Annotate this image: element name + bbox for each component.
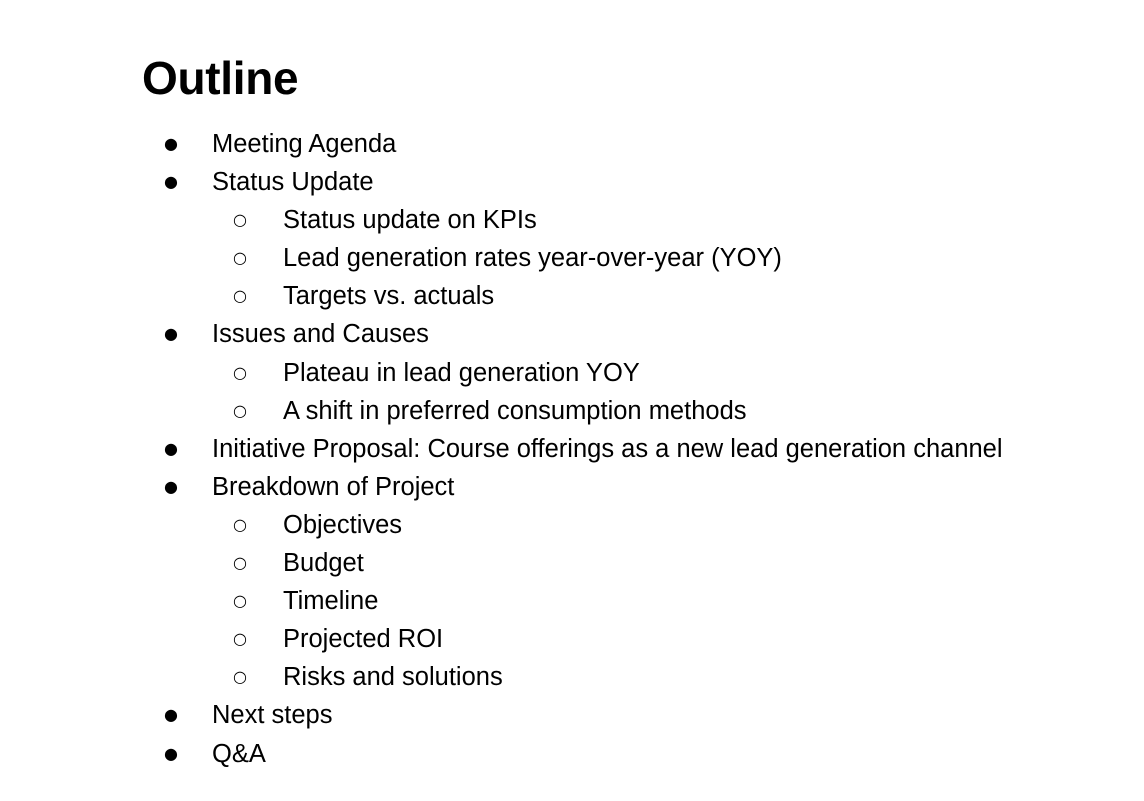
list-item-text: Timeline	[283, 587, 379, 616]
page-title: Outline	[142, 52, 299, 104]
list-item-text: A shift in preferred consumption methods	[283, 396, 747, 425]
filled-circle-bullet-icon: ●	[164, 705, 178, 725]
filled-circle-bullet-icon: ●	[164, 324, 178, 344]
filled-circle-bullet-icon: ●	[164, 172, 178, 192]
list-item	[0, 315, 1144, 353]
sub-list-item	[0, 582, 1144, 620]
sub-list-item	[0, 506, 1144, 544]
filled-circle-bullet-icon: ●	[164, 134, 178, 153]
hollow-circle-bullet-icon: ○	[233, 553, 247, 573]
list-item-text: Next steps	[212, 701, 333, 730]
hollow-circle-bullet-icon: ○	[233, 400, 247, 420]
hollow-circle-bullet-icon: ○	[233, 629, 247, 649]
sub-list-item	[0, 658, 1144, 696]
sub-list-item	[0, 239, 1144, 277]
sub-list-item	[0, 277, 1144, 315]
list-item-text: Meeting Agenda	[212, 130, 397, 158]
sub-list-item	[0, 544, 1144, 582]
filled-circle-bullet-icon: ●	[164, 476, 178, 496]
sub-list-item	[0, 354, 1144, 392]
list-item-text: Issues and Causes	[212, 320, 429, 349]
hollow-circle-bullet-icon: ○	[233, 210, 247, 230]
list-item	[0, 468, 1144, 506]
list-item-text: Initiative Proposal: Course offerings as a new lead generation channel	[212, 434, 1003, 463]
list-item-text: Status update on KPIs	[283, 206, 537, 235]
filled-circle-bullet-icon: ●	[164, 438, 178, 458]
list-item-text: Targets vs. actuals	[283, 282, 495, 311]
list-item-text: Budget	[283, 549, 364, 578]
list-item-text: Objectives	[283, 510, 403, 539]
hollow-circle-bullet-icon: ○	[233, 362, 247, 382]
sub-list-item	[0, 620, 1144, 658]
list-item-text: Plateau in lead generation YOY	[283, 358, 640, 387]
sub-list-item	[0, 201, 1144, 239]
list-item-text: Status Update	[212, 168, 374, 197]
list-item	[0, 430, 1144, 468]
list-item-text: Projected ROI	[283, 625, 444, 654]
filled-circle-bullet-icon: ●	[164, 743, 178, 763]
list-item-text: Breakdown of Project	[212, 472, 455, 501]
hollow-circle-bullet-icon: ○	[233, 248, 247, 268]
hollow-circle-bullet-icon: ○	[233, 514, 247, 534]
list-item	[0, 163, 1144, 201]
list-item-text: Risks and solutions	[283, 663, 503, 692]
sub-list-item	[0, 392, 1144, 430]
hollow-circle-bullet-icon: ○	[233, 591, 247, 611]
hollow-circle-bullet-icon: ○	[233, 667, 247, 687]
outline-list	[0, 125, 1144, 773]
list-item	[0, 696, 1144, 734]
list-item-text: Q&A	[212, 739, 266, 768]
list-item	[0, 125, 1144, 163]
list-item-text: Lead generation rates year-over-year (YOY)	[283, 244, 782, 273]
list-item	[0, 735, 1144, 773]
hollow-circle-bullet-icon: ○	[233, 286, 247, 306]
